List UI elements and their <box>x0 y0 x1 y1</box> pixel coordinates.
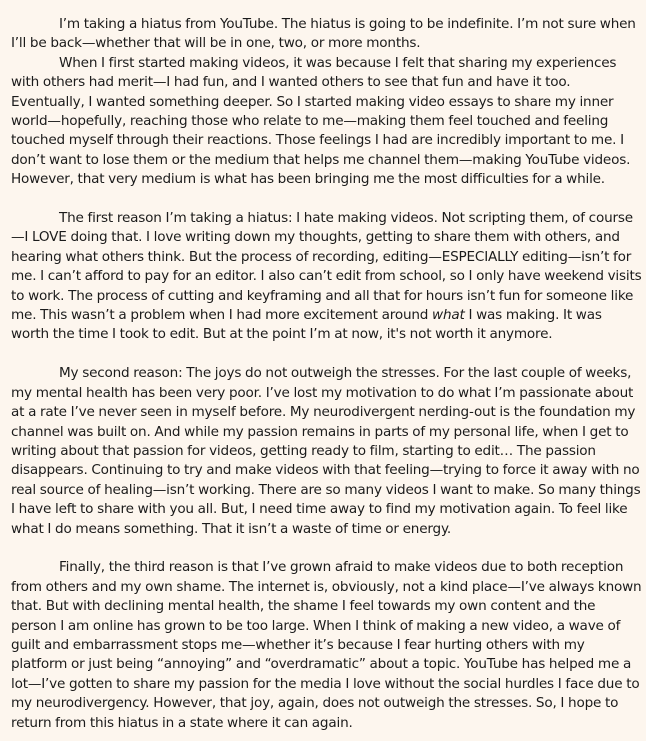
paragraph-text: Finally, the third reason is that I’ve grown afraid to make videos due to both reception from others and my own shame. The internet is, obviously, not a kind place—I’ve always known that. But with declining mental health, the shame I feel towards my own content and the person I am online has grown to be too large. When I think of making a new video, a wave of guilt and embarrassment stops me—whether it’s because I fear hurting others with my platform or just being “annoying” and “overdramatic” about a topic. YouTube has helped me a lot—I’ve gotten to share my passion for the media I love without the social hurdles I face due to my neurodivergency. However, that joy, again, does not outweigh the stresses. So, I hope to return from this hiatus in a state where it can again. <box>11 559 642 731</box>
paragraph-intro <box>11 15 643 54</box>
paragraph-text: I’m taking a hiatus from YouTube. The hiatus is going to be indefinite. I’m not sure when I’ll be back—whether that will be in one, two, or more months. <box>11 16 636 52</box>
paragraph-spacer <box>11 539 643 558</box>
paragraph-text: I was making. It was worth the time I took to edit. But at the point I’m at now, it's not worth it anymore. <box>11 307 602 343</box>
paragraph-third-reason <box>11 558 643 733</box>
emphasis-text: what <box>432 307 465 324</box>
document-body <box>11 15 643 733</box>
paragraph-text: My second reason: The joys do not outweigh the stresses. For the last couple of weeks, my mental health has been very poor. I’ve lost my motivation to do what I’m passionate about at a rate I’ve never seen in myself before. My neurodivergent nerding-out is the foundation my channel was built on. And while my passion remains in parts of my personal life, when I get to writing about that passion for videos, getting ready to film, starting to edit… The passion disappears. Continuing to try and make videos with that feeling—trying to force it away with no real source of healing—isn’t working. There are so many videos I want to make. So many things I have left to share with you all. But, I need time away to find my motivation again. To feel like what I do means something. That it isn’t a waste of time or energy. <box>11 365 641 537</box>
paragraph-background <box>11 54 643 190</box>
paragraph-text: When I first started making videos, it was because I felt that sharing my experiences with others had merit—I had fun, and I wanted others to see that fun and have it too. Eventually, I wanted something deeper. So I started making video essays to share my inner world—hopefully, reaching those who relate to me—making them feel touched and feeling touched myself through their reactions. Those feelings I had are incredibly important to me. I don’t want to lose them or the medium that helps me channel them—making YouTube videos. However, that very medium is what has been bringing me the most difficulties for a while. <box>11 54 631 188</box>
paragraph-first-reason <box>11 209 643 345</box>
paragraph-spacer <box>11 190 643 209</box>
paragraph-text: The first reason I’m taking a hiatus: I hate making videos. Not scripting them, of course—I LOVE doing that. I love writing down my thoughts, getting to share them with others, and hearing what others think. But the process of recording, editing—ESPECIALLY editing—isn’t for me. I can’t afford to pay for an editor. I also can’t edit from school, so I only have weekend visits to work. The process of cutting and keyframing and all that for hours isn’t fun for someone like me. This wasn’t a problem when I had more excitement around <box>11 210 642 324</box>
paragraph-second-reason <box>11 364 643 539</box>
paragraph-spacer <box>11 345 643 364</box>
